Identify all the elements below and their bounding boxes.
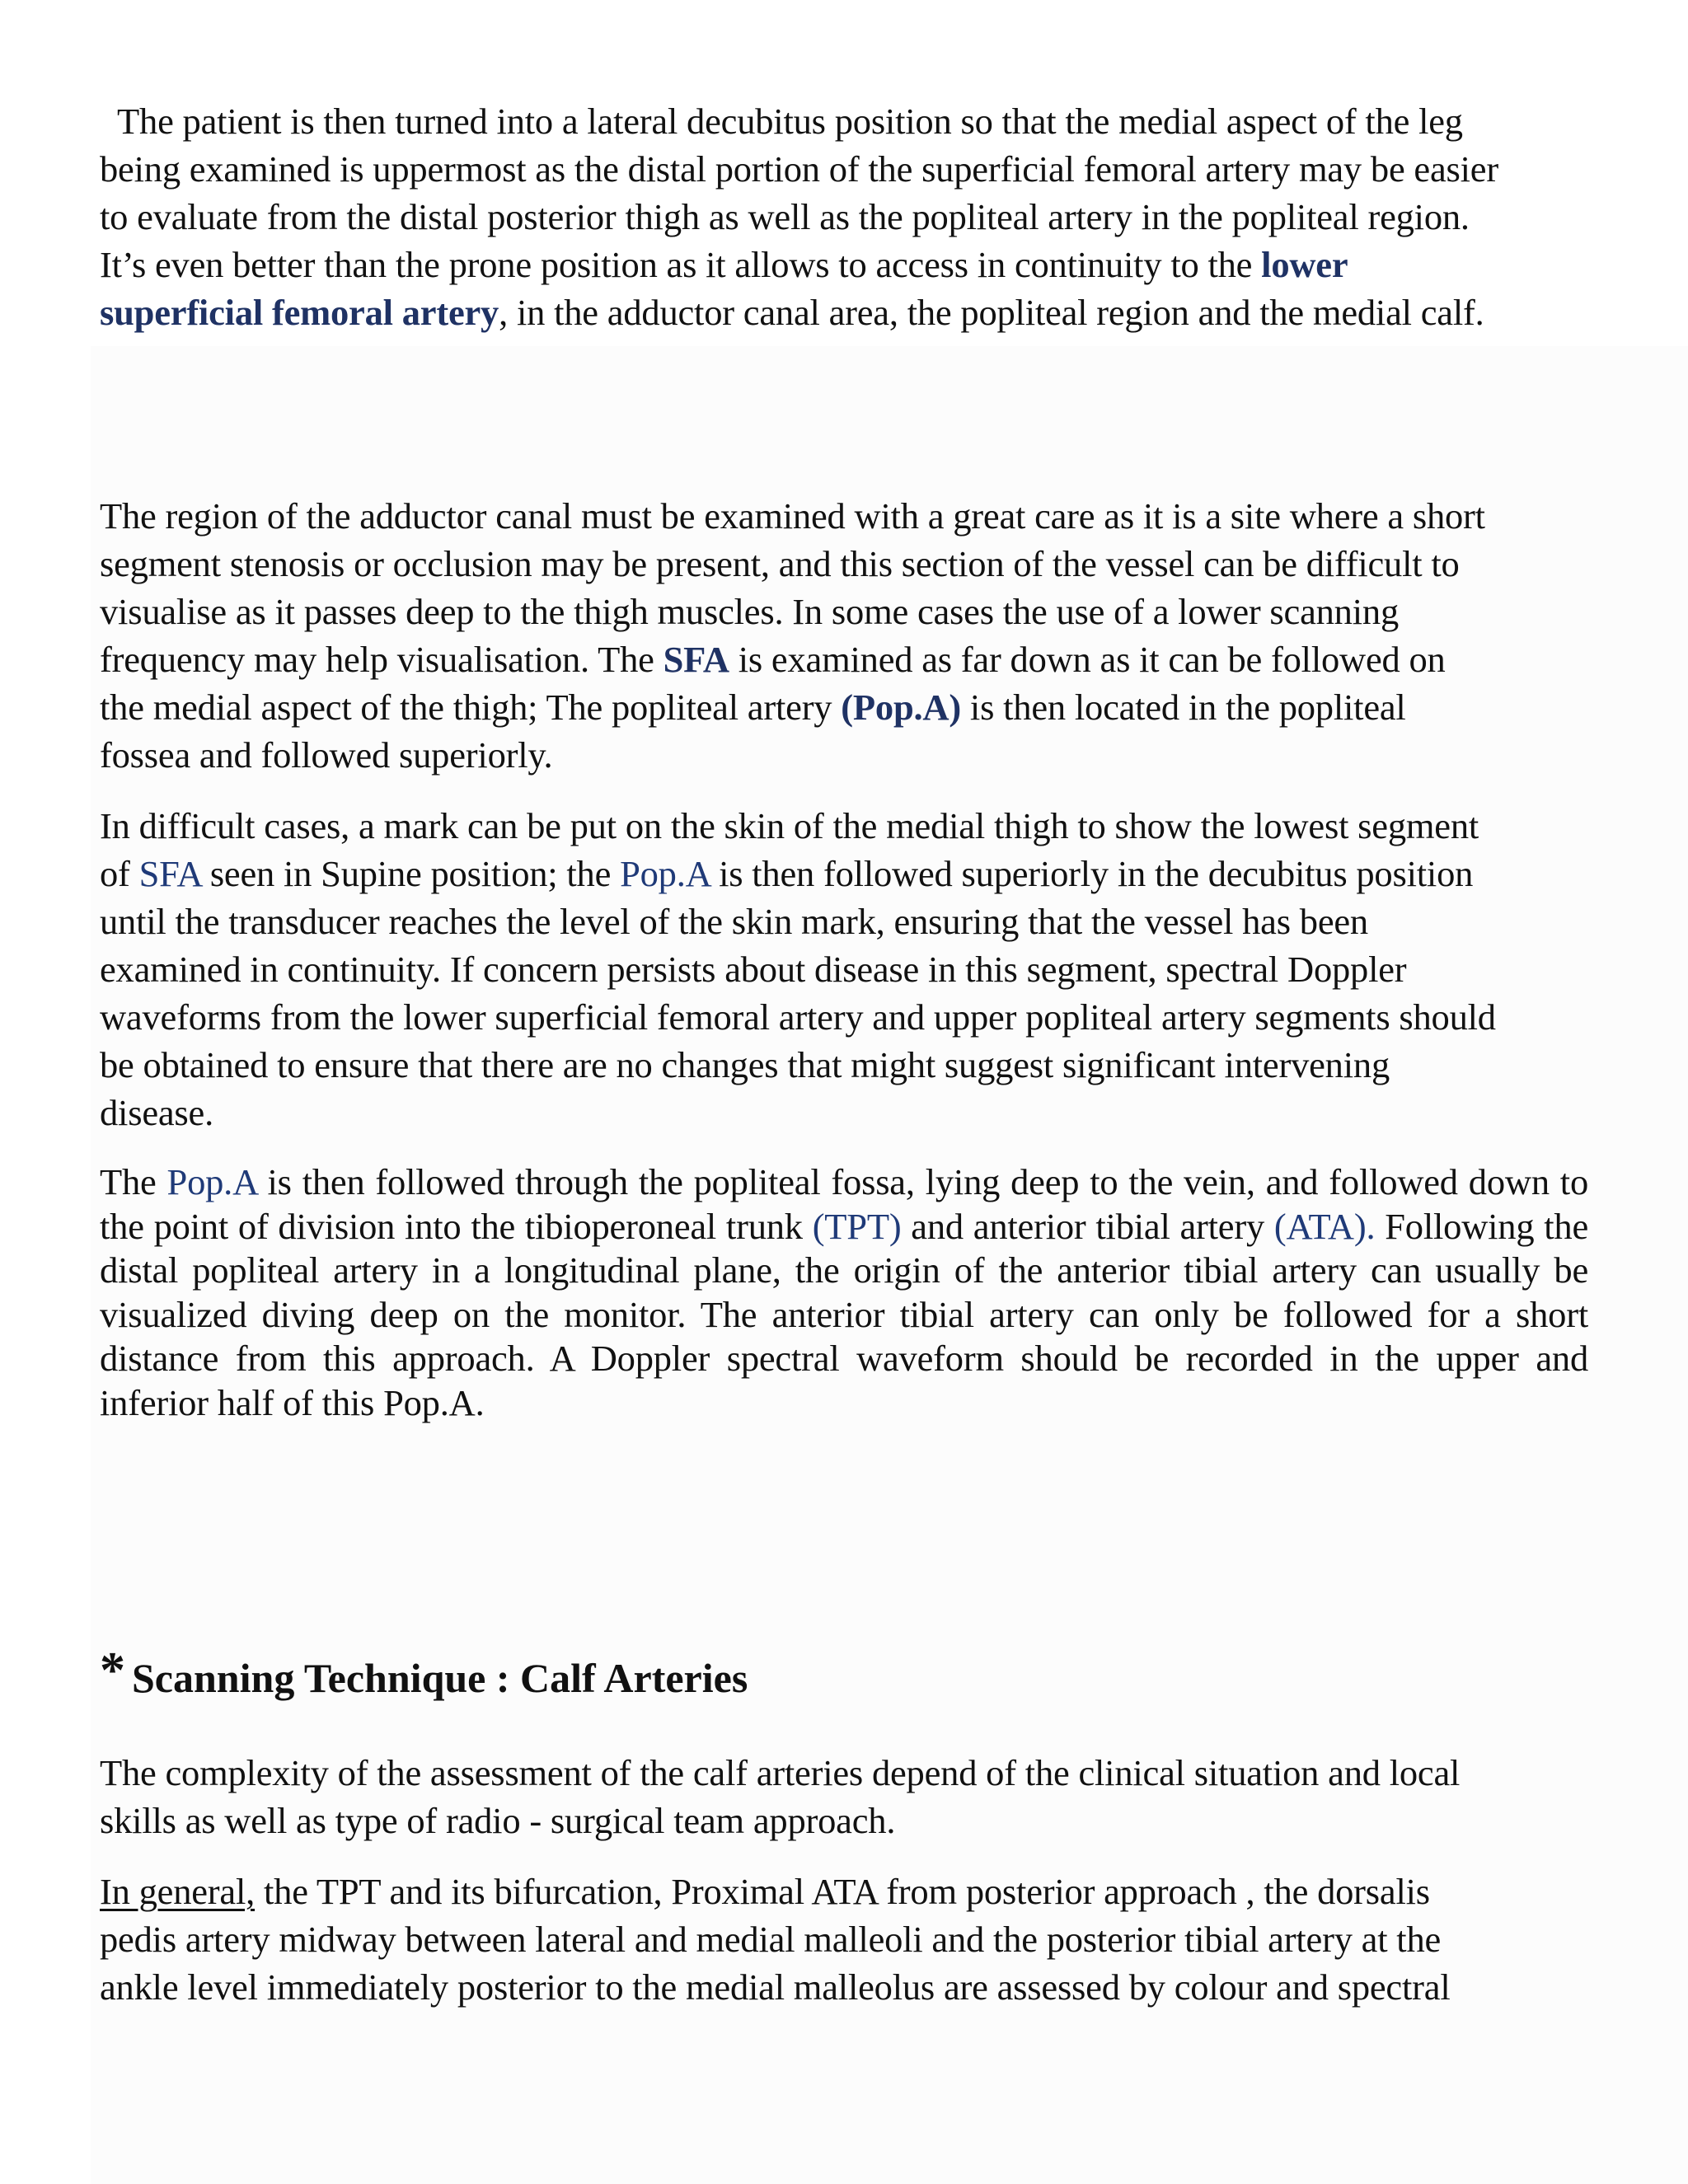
text-line: pedis artery midway between lateral and medial malleoli and the posterior tibial artery at the <box>100 1919 1442 1960</box>
text-run: , in the adductor canal area, the popliteal region and the medial calf. <box>499 292 1484 333</box>
text-line: The region of the adductor canal must be examined with a great care as it is a site where a short <box>100 495 1485 537</box>
text-line: The patient is then turned into a lateral decubitus position so that the medial aspect of the leg <box>100 101 1463 142</box>
highlight-tpt: (TPT) <box>812 1205 902 1247</box>
text-line: fossea and followed superiorly. <box>100 734 553 776</box>
highlight-sfa: SFA <box>663 639 729 680</box>
heading-title: Scanning Technique : Calf Arteries <box>132 1655 748 1701</box>
highlight-sfa: SFA <box>138 853 201 894</box>
text-line: skills as well as type of radio - surgical team approach. <box>100 1800 896 1841</box>
text-run: frequency may help visualisation. The <box>100 639 663 680</box>
text-run: It’s even better than the prone position as it allows to access in continuity to the <box>100 244 1262 285</box>
highlight-superficial-femoral-artery: superficial femoral artery <box>100 292 499 333</box>
text-run: and anterior tibial artery <box>901 1205 1274 1247</box>
text-line: segment stenosis or occlusion may be present, and this section of the vessel can be difficult to <box>100 543 1460 584</box>
text-run: seen in Supine position; the <box>200 853 621 894</box>
highlight-pop-a: Pop.A <box>166 1161 257 1202</box>
text-line: disease. <box>100 1092 214 1133</box>
paragraph-popliteal-fossa <box>100 1160 1588 1425</box>
text-line: In difficult cases, a mark can be put on the skin of the medial thigh to show the lowest segment <box>100 805 1479 846</box>
paragraph-in-general <box>100 1868 1592 2011</box>
text-run: of <box>100 853 139 894</box>
text-run: is then located in the popliteal <box>960 687 1406 728</box>
text-run: Following the distal popliteal artery in a longitudinal plane, the origin of the anterior tibial artery can usually be visualized diving deep on the monitor. The anterior tibial artery can only be followed for a short distance from this approach. A Doppler spectral waveform should be recorded in the upper and inferior half of this Pop.A. <box>100 1205 1588 1423</box>
asterisk-bullet: * <box>100 1643 125 1699</box>
text-run: is then followed superiorly in the decubitus position <box>710 853 1474 894</box>
text-line: examined in continuity. If concern persists about disease in this segment, spectral Doppler <box>100 949 1407 990</box>
text-line: be obtained to ensure that there are no changes that might suggest significant intervening <box>100 1044 1390 1085</box>
text-run: is then followed through the popliteal fossa, lying deep to the vein, and followed down to the point of division into the tibioperoneal trunk <box>100 1161 1589 1247</box>
highlight-ata: (ATA). <box>1273 1205 1376 1247</box>
text-line <box>100 639 1446 680</box>
text-line: visualise as it passes deep to the thigh muscles. In some cases the use of a lower scanning <box>100 591 1399 632</box>
text-run: the TPT and its bifurcation, Proximal ATA from posterior approach , the dorsalis <box>255 1871 1430 1912</box>
underlined-in-general: In general, <box>100 1871 256 1912</box>
paragraph-lateral-decubitus <box>100 97 1592 336</box>
text-run: the medial aspect of the thigh; The popliteal artery <box>100 687 842 728</box>
text-line <box>100 687 1406 728</box>
section-heading <box>100 1643 748 1703</box>
text-line <box>100 1871 1430 1912</box>
text-line <box>100 244 1348 285</box>
highlight-pop-a: (Pop.A) <box>841 687 961 728</box>
text-line <box>100 853 1473 894</box>
highlight-pop-a: Pop.A <box>620 853 710 894</box>
paragraph-complexity <box>100 1749 1592 1844</box>
text-line: waveforms from the lower superficial femoral artery and upper popliteal artery segments should <box>100 996 1496 1038</box>
text-line: until the transducer reaches the level of the skin mark, ensuring that the vessel has been <box>100 901 1368 942</box>
text-line: to evaluate from the distal posterior thigh as well as the popliteal artery in the popliteal region. <box>100 196 1470 237</box>
text-run: is examined as far down as it can be followed on <box>729 639 1446 680</box>
text-line: The complexity of the assessment of the calf arteries depend of the clinical situation and local <box>100 1752 1461 1793</box>
text-line: ankle level immediately posterior to the medial malleolus are assessed by colour and spectral <box>100 1966 1451 2008</box>
paragraph-difficult-cases <box>100 802 1592 1137</box>
text-line: being examined is uppermost as the distal portion of the superficial femoral artery may be easier <box>100 148 1498 190</box>
highlight-lower: lower <box>1261 244 1348 285</box>
text-run: The <box>100 1161 167 1202</box>
text-line <box>100 292 1484 333</box>
paragraph-adductor-canal <box>100 492 1592 779</box>
